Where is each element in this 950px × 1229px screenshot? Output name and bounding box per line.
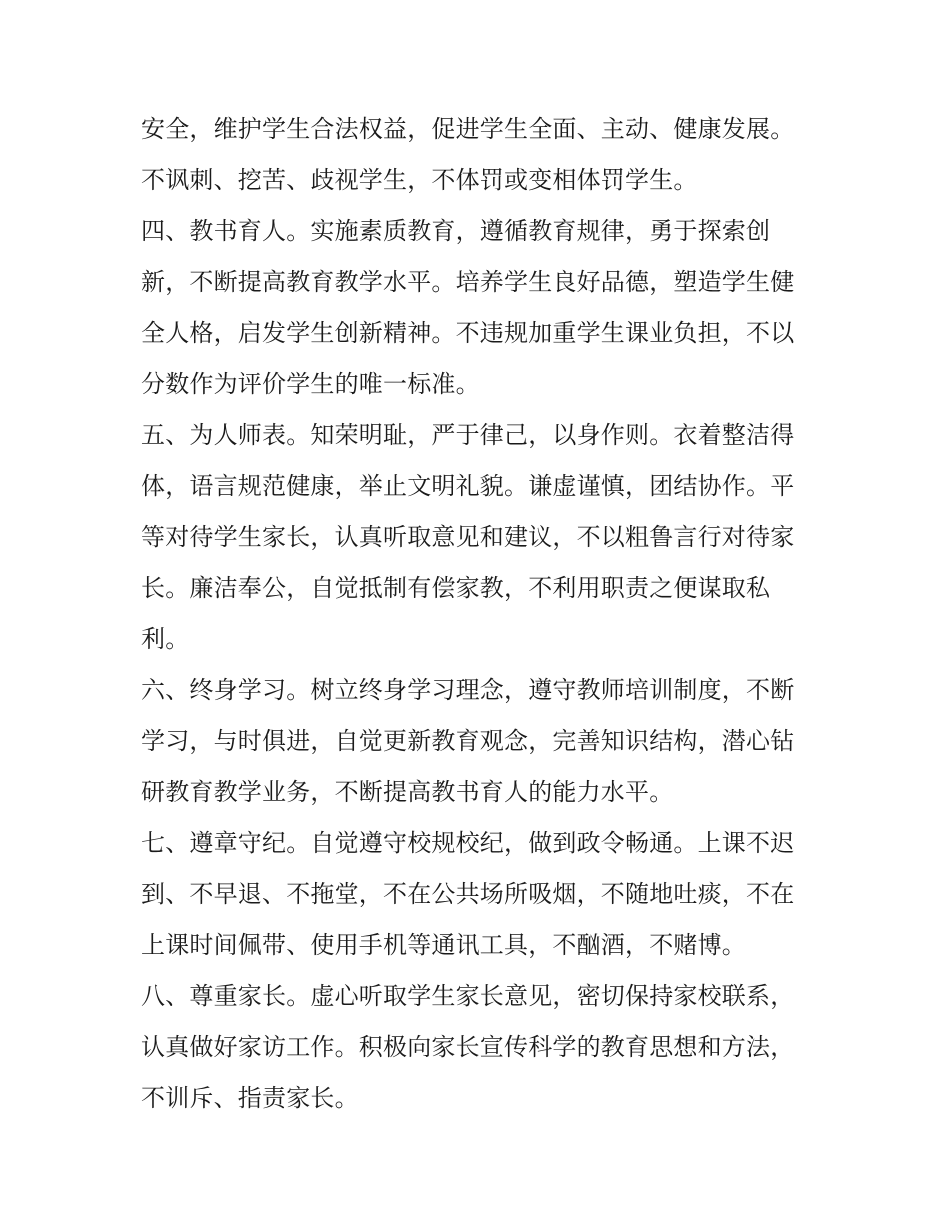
document-body xyxy=(141,104,821,1124)
text-line: 五、为人师表。知荣明耻，严于律己，以身作则。衣着整洁得 xyxy=(141,421,795,449)
text-line: 不训斥、指责家长。 xyxy=(141,1084,359,1112)
text-line: 长。廉洁奉公，自觉抵制有偿家教，不利用职责之便谋取私 xyxy=(141,574,771,602)
text-line: 新，不断提高教育教学水平。培养学生良好品德，塑造学生健 xyxy=(141,268,795,296)
text-line: 四、教书育人。实施素质教育，遵循教育规律，勇于探索创 xyxy=(141,217,771,245)
text-line: 等对待学生家长，认真听取意见和建议，不以粗鲁言行对待家 xyxy=(141,523,795,551)
text-line: 分数作为评价学生的唯一标准。 xyxy=(141,370,480,398)
text-line: 学习，与时俱进，自觉更新教育观念，完善知识结构，潜心钻 xyxy=(141,727,795,755)
text-line: 研教育教学业务，不断提高教书育人的能力水平。 xyxy=(141,778,674,806)
text-line: 不讽刺、挖苦、歧视学生，不体罚或变相体罚学生。 xyxy=(141,166,698,194)
text-line: 上课时间佩带、使用手机等通讯工具，不酗酒，不赌博。 xyxy=(141,931,746,959)
text-line: 六、终身学习。树立终身学习理念，遵守教师培训制度，不断 xyxy=(141,676,795,704)
text-line: 体，语言规范健康，举止文明礼貌。谦虚谨慎，团结协作。平 xyxy=(141,472,795,500)
text-line: 八、尊重家长。虚心听取学生家长意见，密切保持家校联系， xyxy=(141,982,795,1010)
text-line: 安全，维护学生合法权益，促进学生全面、主动、健康发展。 xyxy=(141,115,795,143)
text-line: 利。 xyxy=(141,625,190,653)
text-line: 七、遵章守纪。自觉遵守校规校纪，做到政令畅通。上课不迟 xyxy=(141,829,795,857)
text-line: 到、不早退、不拖堂，不在公共场所吸烟，不随地吐痰，不在 xyxy=(141,880,795,908)
text-line: 认真做好家访工作。积极向家长宣传科学的教育思想和方法， xyxy=(141,1033,795,1061)
text-line: 全人格，启发学生创新精神。不违规加重学生课业负担，不以 xyxy=(141,319,795,347)
